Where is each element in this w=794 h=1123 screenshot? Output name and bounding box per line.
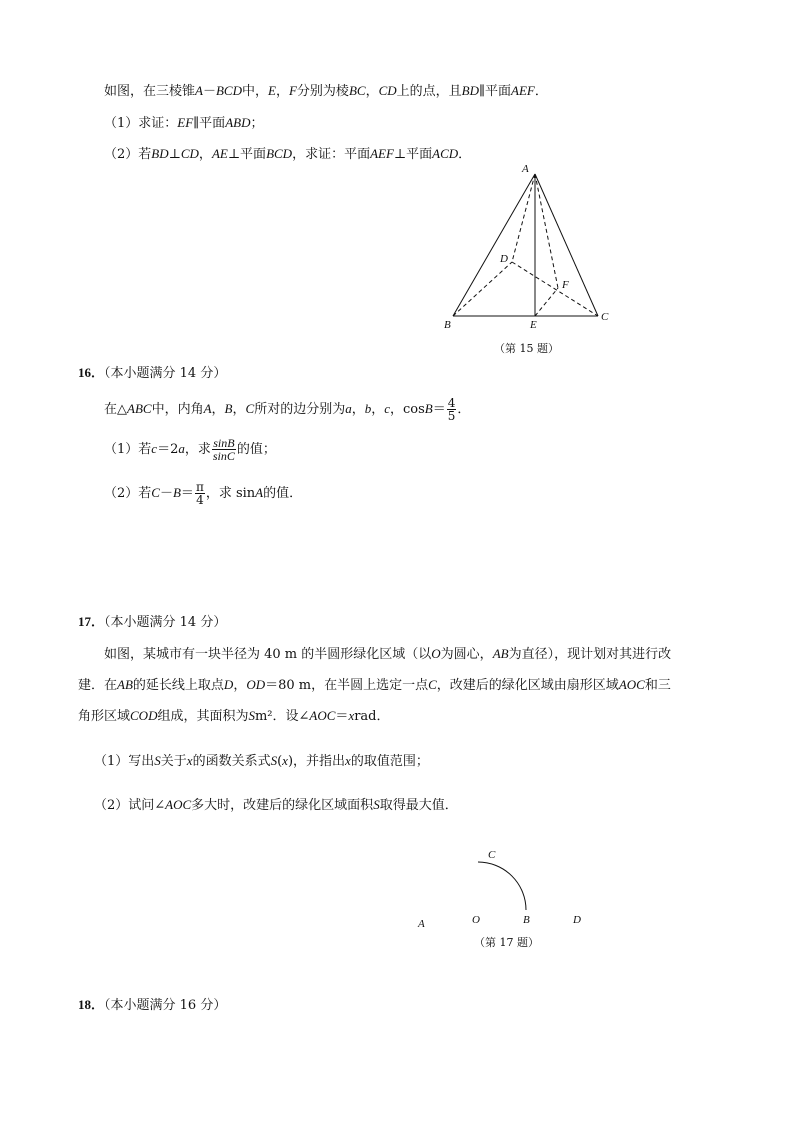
q17-figure-semicircle [400, 840, 600, 935]
q15-figure-caption: （第 15 题） [494, 342, 559, 355]
q17-header: 17．（本小题满分 14 分） [78, 614, 227, 630]
label-B: B [444, 319, 451, 331]
edge-DC [512, 262, 598, 316]
q15-part1: （1）求证：EF∥平面ABD； [104, 115, 264, 131]
label-D: D [573, 914, 581, 926]
q15-intro: 如图，在三棱锥A－BCD中，E，F分别为棱BC，CD上的点，且BD∥平面AEF． [104, 83, 548, 99]
q15-figure-tetrahedron [430, 158, 620, 338]
edge-AF [535, 174, 558, 288]
label-E: E [530, 319, 537, 331]
edge-BD [453, 262, 512, 316]
q17-part1: （1）写出S关于x的函数关系式S(x)，并指出x的取值范围； [94, 753, 429, 769]
q17-part2: （2）试问∠AOC多大时，改建后的绿化区域面积S取得最大值． [94, 797, 458, 813]
label-D: D [500, 253, 508, 265]
label-C: C [601, 311, 609, 323]
label-C: C [488, 849, 496, 861]
edge-AC [535, 174, 598, 316]
q17-line1: 如图，某城市有一块半径为 40 m 的半圆形绿化区域（以O为圆心，AB为直径），现计划对其进行改 [104, 646, 672, 662]
q16-part2: （2）若C－B＝ $\frac{\pi}{4}$ ，求 sinA的值． [104, 480, 303, 507]
q16-intro: 在△ABC中，内角A，B，C所对的边分别为a，b，c，cosB＝ $\frac{4}{5}$ ． [104, 396, 471, 423]
pi-over-4: $\frac{\pi}{4}$ [195, 480, 204, 507]
q17-line2: 建．在AB的延长线上取点D，OD＝80 m，在半圆上选定一点C，改建后的绿化区域由扇形区域AOC和三 [78, 677, 671, 693]
q18-header: 18．（本小题满分 16 分） [78, 997, 227, 1013]
cosB-fraction: $\frac{4}{5}$ [447, 396, 456, 423]
label-A: A [418, 918, 425, 930]
edge-AD [512, 174, 535, 262]
edge-EF [535, 288, 558, 316]
q15-part2: （2）若BD⊥CD，AE⊥平面BCD，求证：平面AEF⊥平面ACD． [104, 146, 472, 162]
label-A: A [522, 163, 529, 175]
label-F: F [562, 279, 569, 291]
sinB-over-sinC: $\frac{\sin B}{\sin C}$ [212, 436, 235, 463]
q17-line3: 角形区域COD组成，其面积为Sm²．设∠AOC＝xrad． [78, 708, 390, 724]
arc-semicircle [478, 862, 526, 910]
q17-figure-caption: （第 17 题） [474, 936, 539, 949]
q16-part1: （1）若c＝2a，求 $\frac{\sin B}{\sin C}$ 的值； [104, 436, 276, 463]
q16-header: 16．（本小题满分 14 分） [78, 365, 227, 381]
label-O: O [472, 914, 480, 926]
label-B: B [523, 914, 530, 926]
edge-AB [453, 174, 535, 316]
